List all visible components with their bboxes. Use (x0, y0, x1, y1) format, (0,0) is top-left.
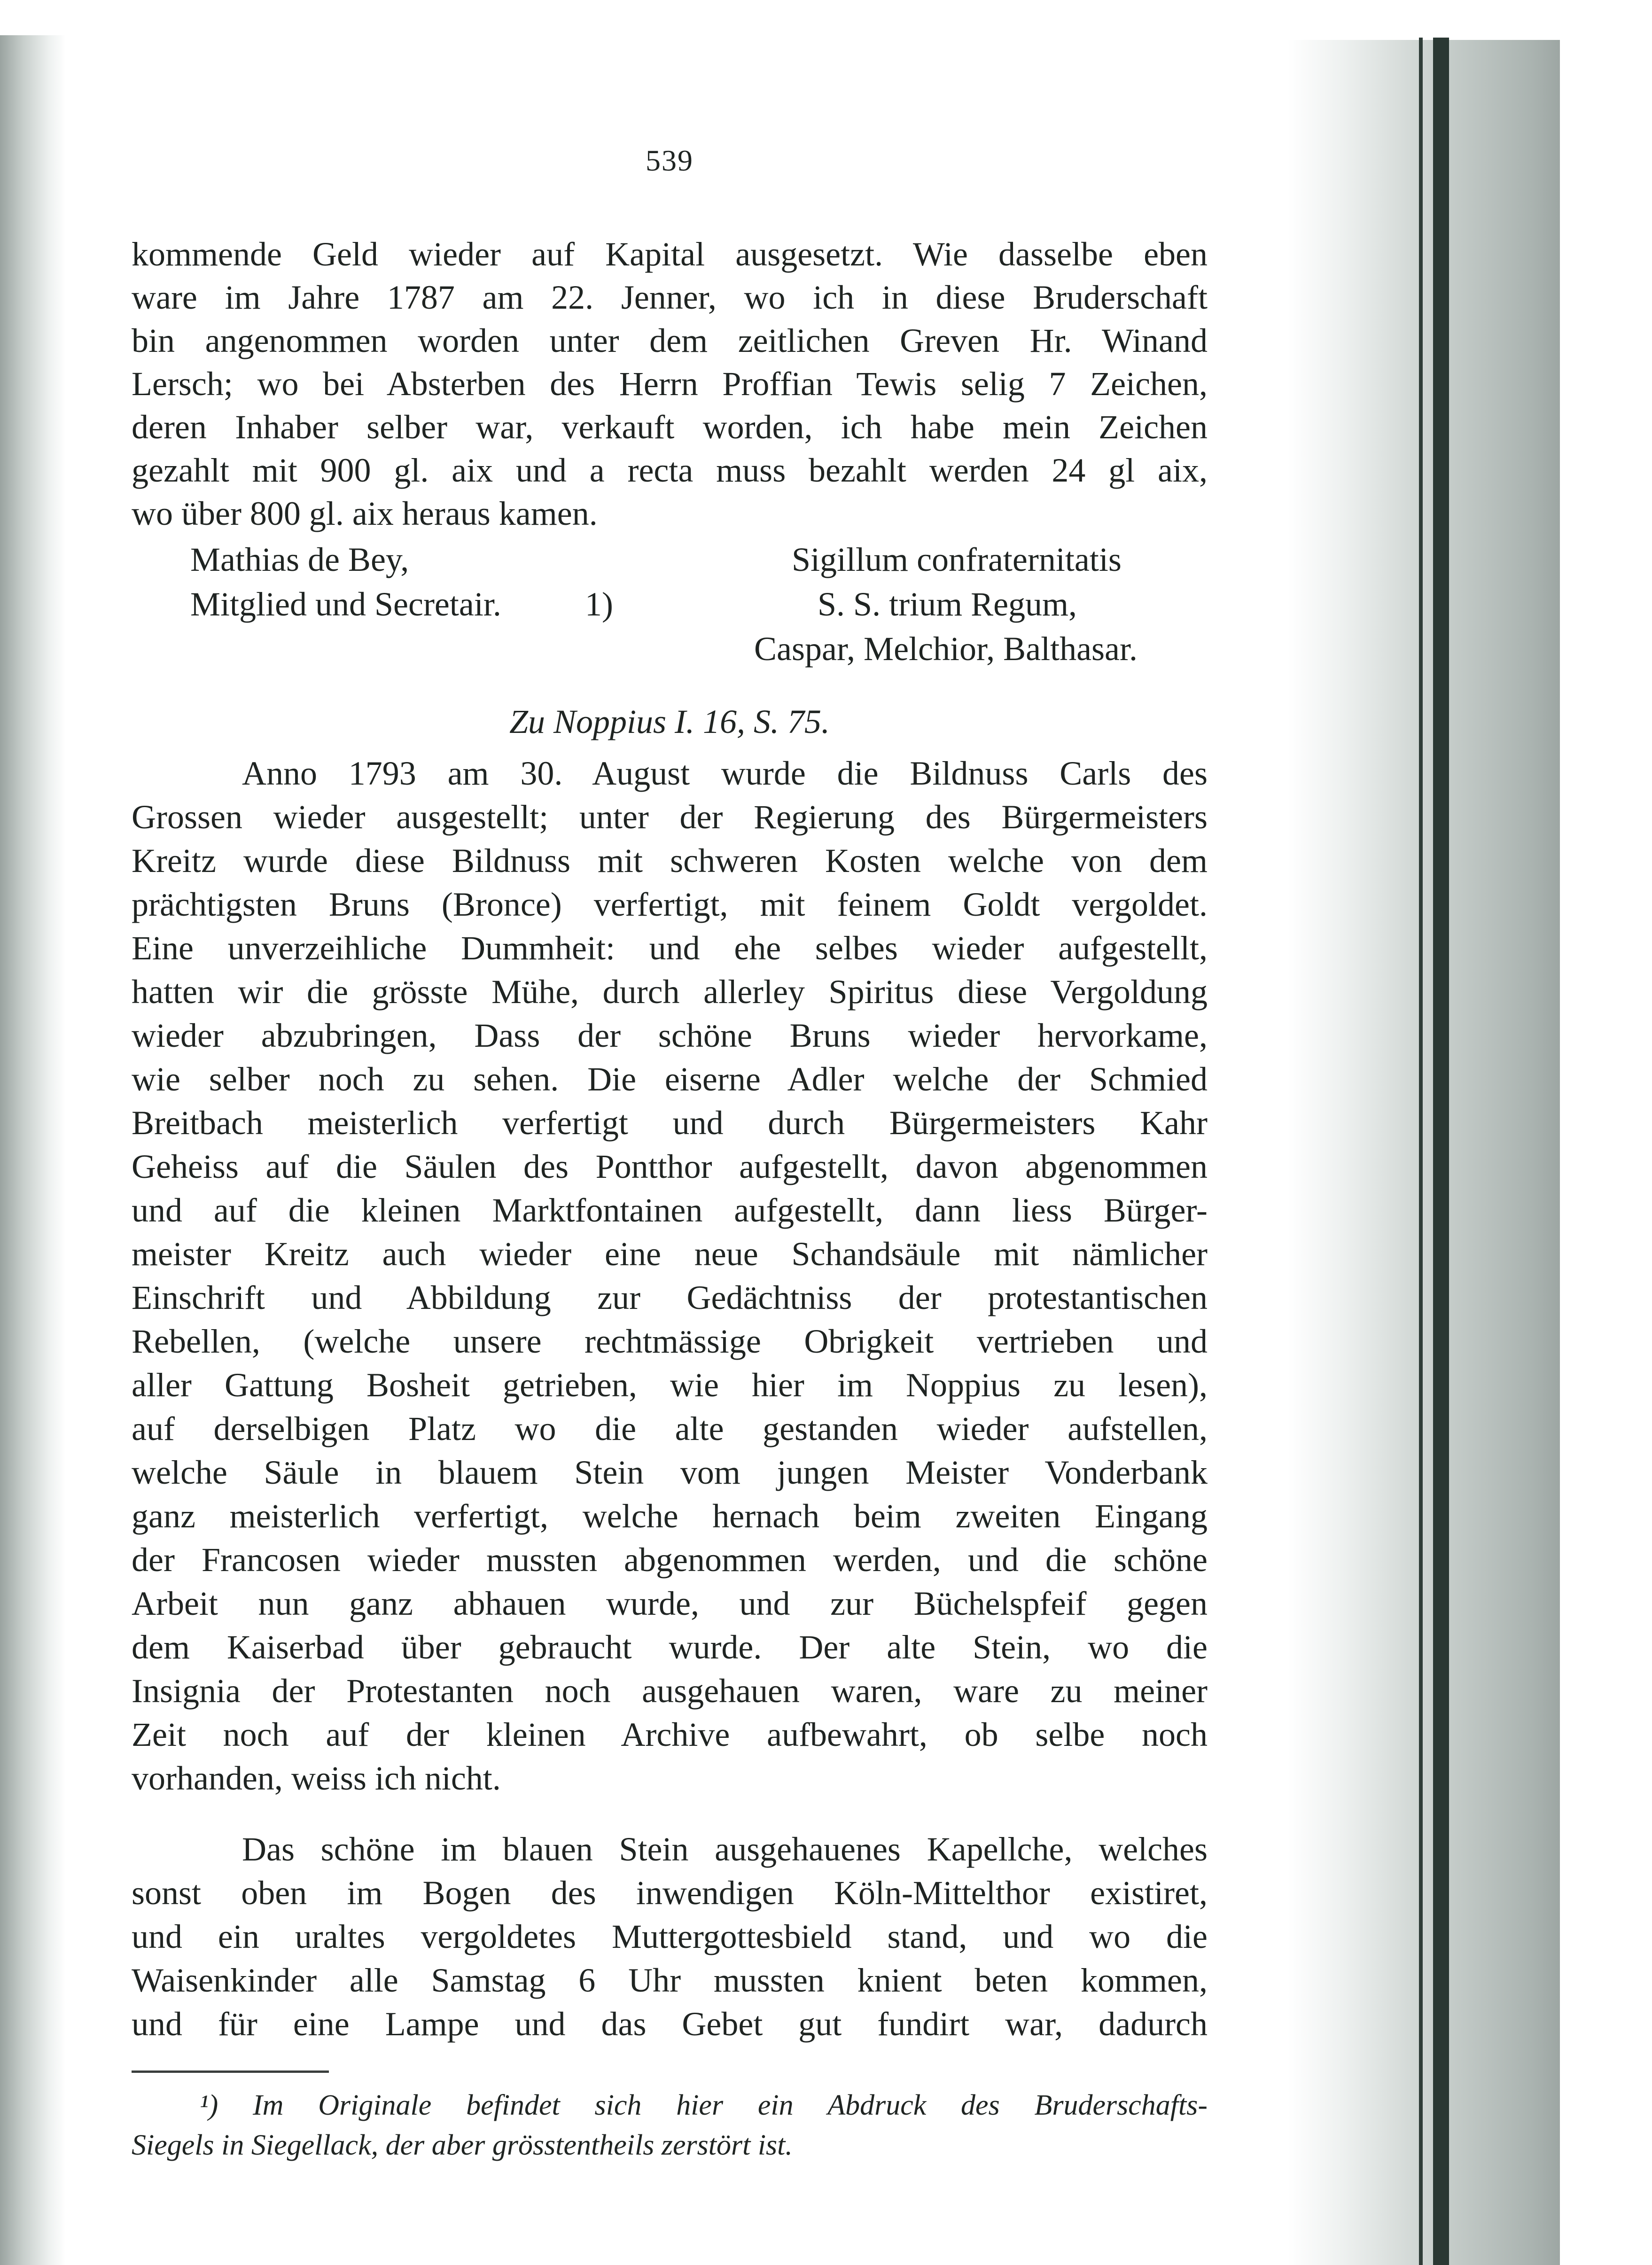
text-line: vorhanden, weiss ich nicht. (132, 1759, 501, 1797)
text-line: ware im Jahre 1787 am 22. Jenner, wo ich in diese Bruderschaft (132, 279, 1208, 316)
text-line: kommende Geld wieder auf Kapital ausgesetzt. Wie dasselbe eben (132, 235, 1208, 273)
text-line: auf derselbigen Platz wo die alte gestanden wieder aufstellen, (132, 1410, 1208, 1448)
text-line: prächtigsten Bruns (Bronce) verfertigt, mit feinem Goldt vergoldet. (132, 886, 1208, 923)
book-binding-strip (1433, 38, 1449, 2265)
text-line: hatten wir die grösste Mühe, durch allerley Spiritus diese Vergoldung (132, 973, 1208, 1011)
text-line: Anno 1793 am 30. August wurde die Bildnuss Carls des (242, 755, 1208, 792)
text-line: gezahlt mit 900 gl. aix und a recta muss bezahlt werden 24 gl aix, (132, 451, 1208, 489)
text-line: sonst oben im Bogen des inwendigen Köln-Mittelthor existiret, (132, 1874, 1208, 1912)
text-line: und für eine Lampe und das Gebet gut fundirt war, dadurch (132, 2005, 1208, 2043)
text-line: Arbeit nun ganz abhauen wurde, und zur Büchelspfeif gegen (132, 1585, 1208, 1622)
scan-left-shadow (0, 35, 66, 2265)
text-line: Grossen wieder ausgestellt; unter der Regierung des Bürgermeisters (132, 798, 1208, 836)
text-line: der Francosen wieder mussten abgenommen werden, und die schöne (132, 1541, 1208, 1579)
text-line: aller Gattung Bosheit getrieben, wie hier im Noppius zu lesen), (132, 1366, 1208, 1404)
text-line: wieder abzubringen, Dass der schöne Bruns wieder hervorkame, (132, 1017, 1208, 1054)
text-line: Zeit noch auf der kleinen Archive aufbewahrt, ob selbe noch (132, 1716, 1208, 1753)
scan-right-gutter-shadow (1287, 40, 1560, 2265)
footnote-line: Siegels in Siegellack, der aber grösstentheils zerstört ist. (132, 2129, 793, 2161)
seal-text-line: Sigillum confraternitatis (792, 541, 1122, 578)
text-line: deren Inhaber selber war, verkauft worden, ich habe mein Zeichen (132, 408, 1208, 446)
text-line: Eine unverzeihliche Dummheit: und ehe selbes wieder aufgestellt, (132, 929, 1208, 967)
footnote-separator (132, 2070, 329, 2073)
text-line: wo über 800 gl. aix heraus kamen. (132, 495, 598, 532)
text-line: wie selber noch zu sehen. Die eiserne Adler welche der Schmied (132, 1060, 1208, 1098)
text-line: und auf die kleinen Marktfontainen aufgestellt, dann liess Bürger- (132, 1191, 1208, 1229)
text-line: und ein uraltes vergoldetes Muttergottesbield stand, und wo die (132, 1918, 1208, 1955)
section-heading: Zu Noppius I. 16, S. 75. (509, 703, 830, 740)
text-line: bin angenommen worden unter dem zeitlichen Greven Hr. Winand (132, 322, 1208, 359)
text-line: meister Kreitz auch wieder eine neue Schandsäule mit nämlicher (132, 1235, 1208, 1273)
text-line: Geheiss auf die Säulen des Pontthor aufgestellt, davon abgenommen (132, 1148, 1208, 1185)
text-line: Rebellen, (welche unsere rechtmässige Obrigkeit vertrieben und (132, 1323, 1208, 1360)
signature-name: Mathias de Bey, (190, 541, 409, 578)
text-line: welche Säule in blauem Stein vom jungen Meister Vonderbank (132, 1454, 1208, 1491)
text-line: Einschrift und Abbildung zur Gedächtniss der protestantischen (132, 1279, 1208, 1316)
text-line: ganz meisterlich verfertigt, welche hernach beim zweiten Eingang (132, 1497, 1208, 1535)
text-line: Lersch; wo bei Absterben des Herrn Proffian Tewis selig 7 Zeichen, (132, 365, 1208, 403)
text-line: Waisenkinder alle Samstag 6 Uhr mussten knient beten kommen, (132, 1961, 1208, 1999)
seal-text-line: S. S. trium Regum, (818, 585, 1077, 623)
book-binding-edge (1419, 38, 1423, 2265)
text-line: Kreitz wurde diese Bildnuss mit schweren Kosten welche von dem (132, 842, 1208, 880)
text-line: dem Kaiserbad über gebraucht wurde. Der alte Stein, wo die (132, 1628, 1208, 1666)
text-line: Das schöne im blauen Stein ausgehauenes Kapellche, welches (242, 1830, 1208, 1868)
footnote-line: ¹) Im Originale befindet sich hier ein Abdruck des Bruderschafts- (200, 2089, 1208, 2121)
signature-title: Mitglied und Secretair. (190, 585, 501, 623)
page-number: 539 (646, 144, 694, 177)
footnote-reference: 1) (585, 585, 613, 623)
text-line: Breitbach meisterlich verfertigt und durch Bürgermeisters Kahr (132, 1104, 1208, 1142)
seal-text-line: Caspar, Melchior, Balthasar. (754, 630, 1138, 668)
text-line: Insignia der Protestanten noch ausgehauen waren, ware zu meiner (132, 1672, 1208, 1710)
